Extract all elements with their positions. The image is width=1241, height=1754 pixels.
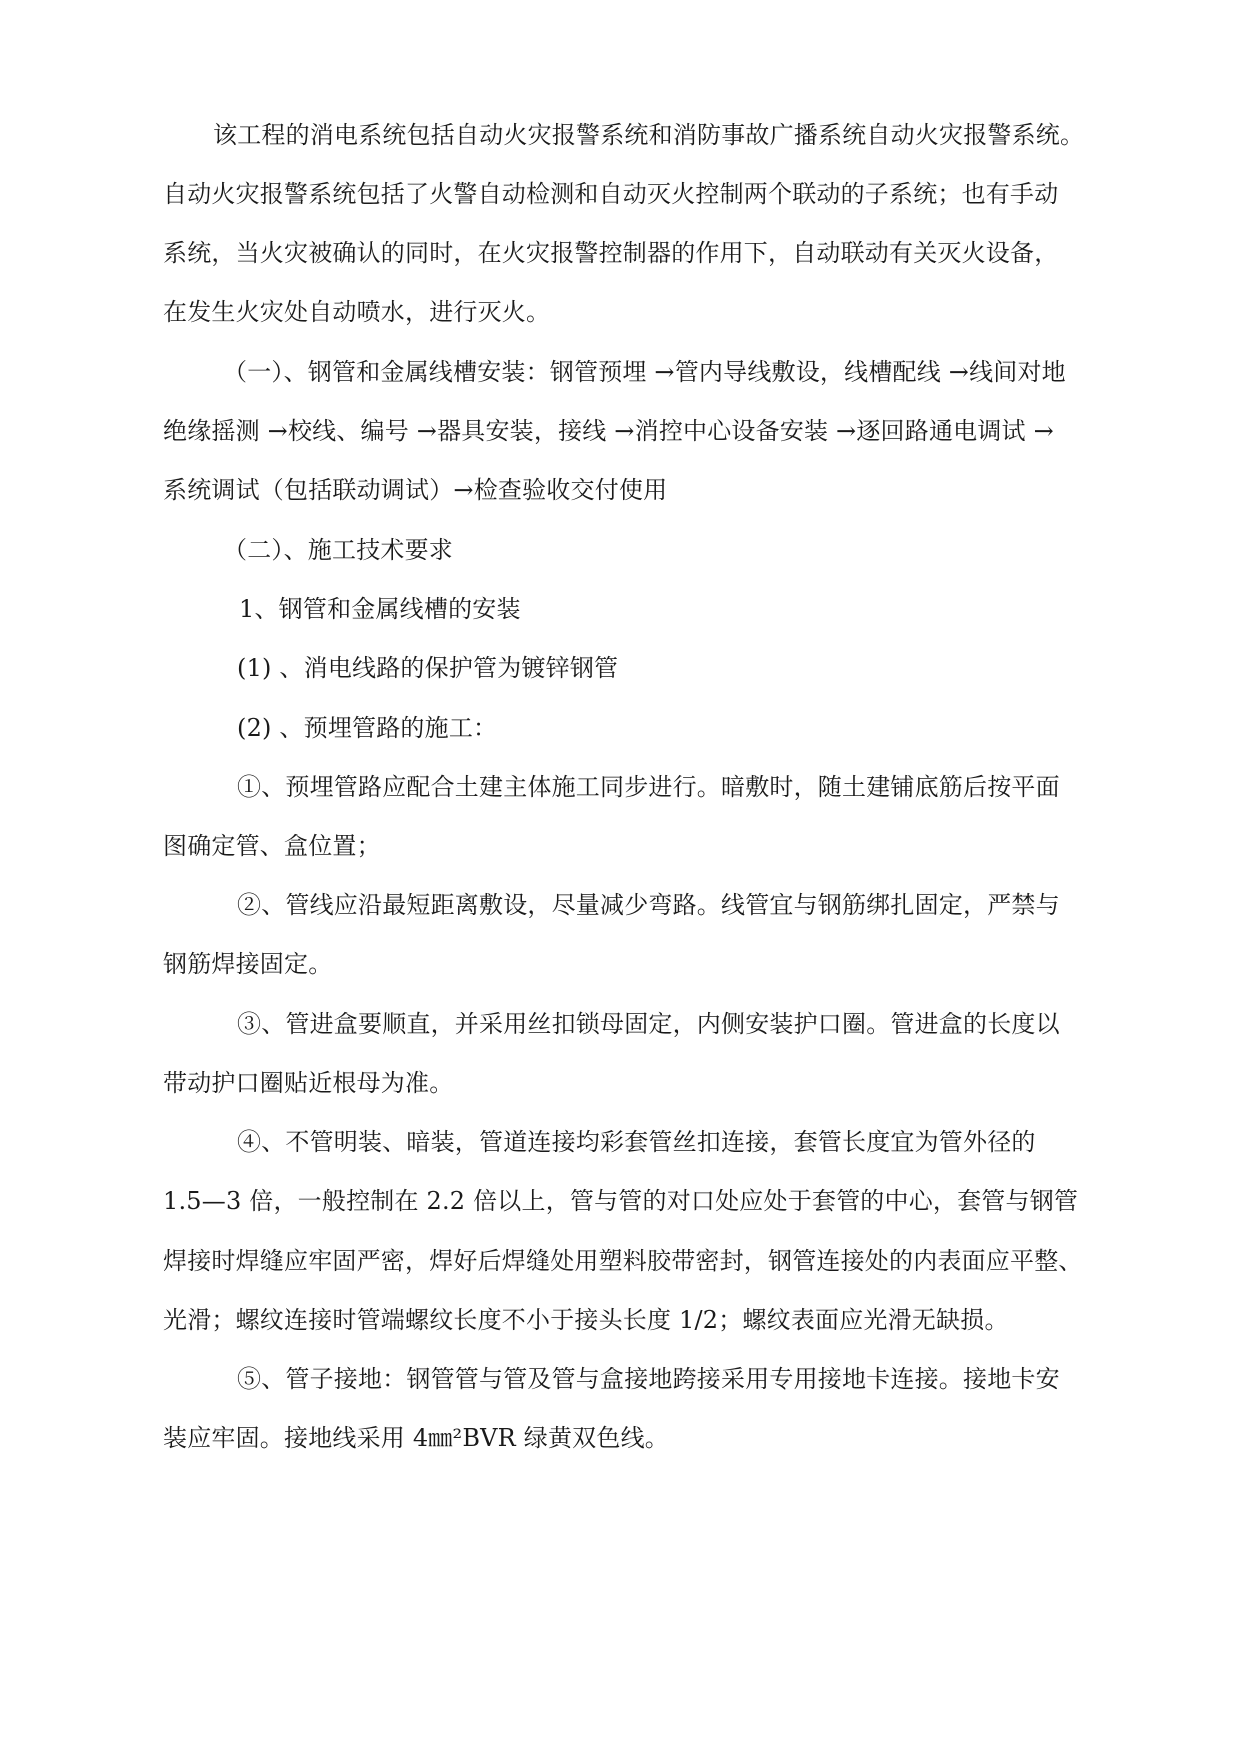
section-one-line-2: 绝缘摇测 →校线、编号 →器具安装，接线 →消控中心设备安装 →逐回路通电调试 → [163,417,1054,445]
step-2-line-2: 钢筋焊接固定。 [163,950,333,978]
step-3-line-1: ③、管进盒要顺直，并采用丝扣锁母固定，内侧安装护口圈。管进盒的长度以 [237,1010,1060,1038]
section-one-line-1: （一）、钢管和金属线槽安装：钢管预埋 →管内导线敷设，线槽配线 →线间对地 [223,358,1066,386]
paragraph-intro-line-2: 自动火灾报警系统包括了火警自动检测和自动灭火控制两个联动的子系统；也有手动 [163,180,1059,208]
step-4-line-2: 1.5—3 倍，一般控制在 2.2 倍以上，管与管的对口处应处于套管的中心，套管与钢管 [163,1187,1079,1215]
step-4-line-1: ④、不管明装、暗装，管道连接均彩套管丝扣连接，套管长度宜为管外径的 [237,1128,1036,1156]
item-2-heading: (2) 、预埋管路的施工： [237,714,498,742]
step-2-line-1: ②、管线应沿最短距离敷设，尽量减少弯路。线管宜与钢筋绑扎固定，严禁与 [237,891,1060,919]
step-5-line-2: 装应牢固。接地线采用 4㎜²BVR 绿黄双色线。 [163,1424,669,1452]
item-1-text: (1) 、消电线路的保护管为镀锌钢管 [237,654,619,682]
step-5-line-1: ⑤、管子接地：钢管管与管及管与盒接地跨接采用专用接地卡连接。接地卡安 [237,1365,1060,1393]
paragraph-intro-line-3: 系统，当火灾被确认的同时，在火灾报警控制器的作用下，自动联动有关灭火设备， [163,239,1059,267]
step-1-line-2: 图确定管、盒位置； [163,832,381,860]
section-one-line-3: 系统调试（包括联动调试）→检查验收交付使用 [163,476,668,504]
step-4-line-4: 光滑；螺纹连接时管端螺纹长度不小于接头长度 1/2；螺纹表面应光滑无缺损。 [163,1306,1009,1334]
step-1-line-1: ①、预埋管路应配合土建主体施工同步进行。暗敷时，随土建铺底筋后按平面 [237,773,1060,801]
step-4-line-3: 焊接时焊缝应牢固严密，焊好后焊缝处用塑料胶带密封，钢管连接处的内表面应平整、 [163,1247,1083,1275]
step-3-line-2: 带动护口圈贴近根母为准。 [163,1069,454,1097]
section-two-heading: （二）、施工技术要求 [223,536,453,564]
subsection-1-heading: 1、钢管和金属线槽的安装 [239,595,521,623]
paragraph-intro-line-1: 该工程的消电系统包括自动火灾报警系统和消防事故广播系统自动火灾报警系统。 [213,121,1085,149]
paragraph-intro-line-4: 在发生火灾处自动喷水，进行灭火。 [163,298,551,326]
